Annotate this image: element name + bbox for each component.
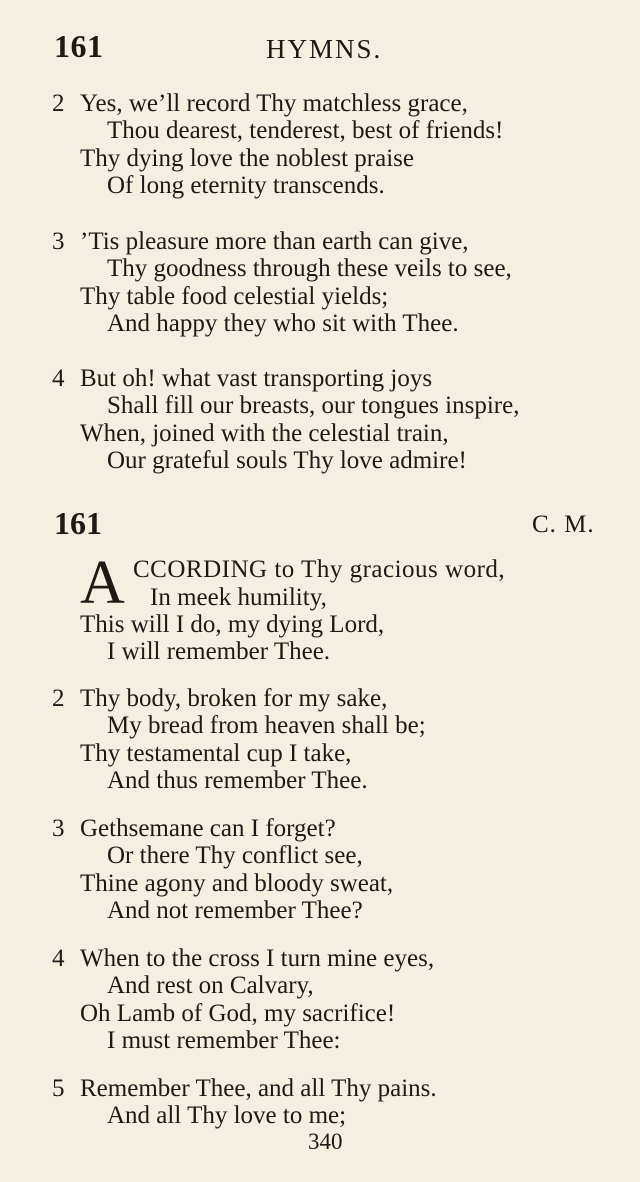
running-head: HYMNS. bbox=[266, 34, 383, 64]
verse-line: And thus remember Thee. bbox=[107, 767, 368, 794]
verse-line: I will remember Thee. bbox=[107, 638, 331, 665]
verse-number: 4 bbox=[52, 365, 65, 392]
verse-line: And not remember Thee? bbox=[107, 897, 363, 924]
verse-number: 2 bbox=[52, 90, 65, 117]
verse-line: Thy body, broken for my sake, bbox=[80, 685, 388, 712]
verse-line: Thine agony and bloody sweat, bbox=[80, 870, 394, 897]
verse-line: I must remember Thee: bbox=[107, 1027, 341, 1054]
hymn-number: 161 bbox=[54, 505, 102, 541]
verse-line: Thy testamental cup I take, bbox=[80, 740, 352, 767]
header-page-number: 161 bbox=[54, 28, 104, 64]
verse-number: 3 bbox=[52, 815, 65, 842]
verse-line: And happy they who sit with Thee. bbox=[107, 310, 459, 337]
verse-line: Yes, we’ll record Thy matchless grace, bbox=[80, 90, 468, 117]
verse-line: Gethsemane can I forget? bbox=[80, 815, 336, 842]
hymn-meter: C. M. bbox=[532, 511, 595, 538]
verse-line: And rest on Calvary, bbox=[107, 972, 314, 999]
verse-line: ’Tis pleasure more than earth can give, bbox=[80, 228, 469, 255]
verse-line: Our grateful souls Thy love admire! bbox=[107, 447, 467, 474]
verse-line: When, joined with the celestial train, bbox=[80, 420, 449, 447]
verse-line: My bread from heaven shall be; bbox=[107, 712, 426, 739]
verse-line: And all Thy love to me; bbox=[107, 1102, 347, 1129]
verse-line: Thy table food celestial yields; bbox=[80, 283, 389, 310]
verse-line: This will I do, my dying Lord, bbox=[80, 611, 385, 638]
drop-cap: A bbox=[80, 549, 125, 617]
verse-line: Remember Thee, and all Thy pains. bbox=[80, 1075, 437, 1102]
verse-line: In meek humility, bbox=[150, 584, 327, 611]
verse-line: CCORDING to Thy gracious word, bbox=[133, 556, 506, 583]
verse-number: 3 bbox=[52, 228, 65, 255]
verse-line: Thy dying love the noblest praise bbox=[80, 145, 414, 172]
verse-number: 2 bbox=[52, 685, 65, 712]
verse-number: 4 bbox=[52, 945, 65, 972]
verse-line: But oh! what vast transporting joys bbox=[80, 365, 433, 392]
verse-line: Of long eternity transcends. bbox=[107, 172, 385, 199]
footer-folio: 340 bbox=[308, 1129, 343, 1154]
verse-line: Thy goodness through these veils to see, bbox=[107, 255, 512, 282]
verse-line: Thou dearest, tenderest, best of friends! bbox=[107, 117, 504, 144]
verse-line: Shall fill our breasts, our tongues inspire, bbox=[107, 392, 520, 419]
page-header bbox=[54, 26, 594, 70]
verse-line: Or there Thy conflict see, bbox=[107, 842, 363, 869]
verse-line: When to the cross I turn mine eyes, bbox=[80, 945, 435, 972]
verse-line: Oh Lamb of God, my sacrifice! bbox=[80, 1000, 396, 1027]
verse-number: 5 bbox=[52, 1075, 65, 1102]
